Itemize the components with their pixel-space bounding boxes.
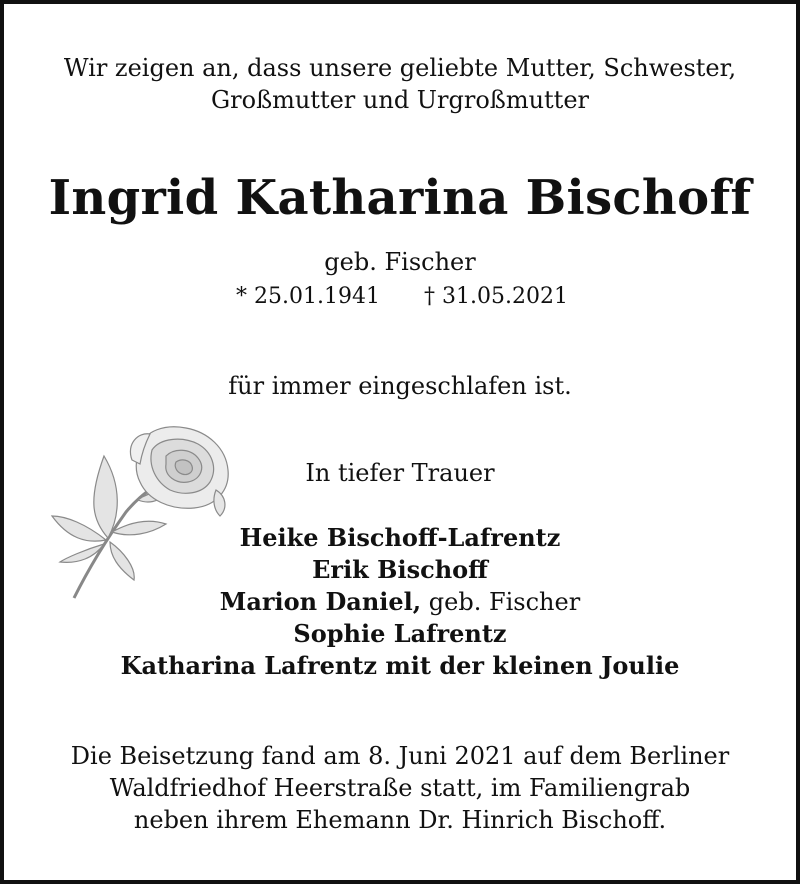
mourner-3-name: Marion Daniel, — [219, 587, 422, 616]
burial-line-2: Waldfriedhof Heerstraße statt, im Familiengrab — [109, 774, 691, 802]
mourner-3-note: geb. Fischer — [421, 588, 581, 616]
birth-name: geb. Fischer — [324, 248, 476, 276]
deceased-name: Ingrid Katharina Bischoff — [48, 170, 752, 226]
mourner-3 — [4, 586, 796, 618]
intro-line-2: Großmutter und Urgroßmutter — [210, 86, 590, 114]
intro-line-1: Wir zeigen an, dass unsere geliebte Mutter, Schwester, — [63, 54, 737, 82]
burial-line-1: Die Beisetzung fand am 8. Juni 2021 auf dem Berliner — [70, 742, 730, 770]
birth-date: * 25.01.1941 — [236, 284, 380, 309]
mourner-2: Erik Bischoff — [312, 555, 488, 584]
mourner-4: Sophie Lafrentz — [293, 619, 507, 648]
mourner-5: Katharina Lafrentz mit der kleinen Joulie — [120, 651, 680, 680]
death-date: † 31.05.2021 — [424, 284, 568, 309]
passing-text: für immer eingeschlafen ist. — [228, 372, 572, 400]
burial-line-3: neben ihrem Ehemann Dr. Hinrich Bischoff. — [133, 806, 667, 834]
mourning-text: In tiefer Trauer — [305, 459, 495, 487]
mourner-1: Heike Bischoff-Lafrentz — [239, 523, 561, 552]
